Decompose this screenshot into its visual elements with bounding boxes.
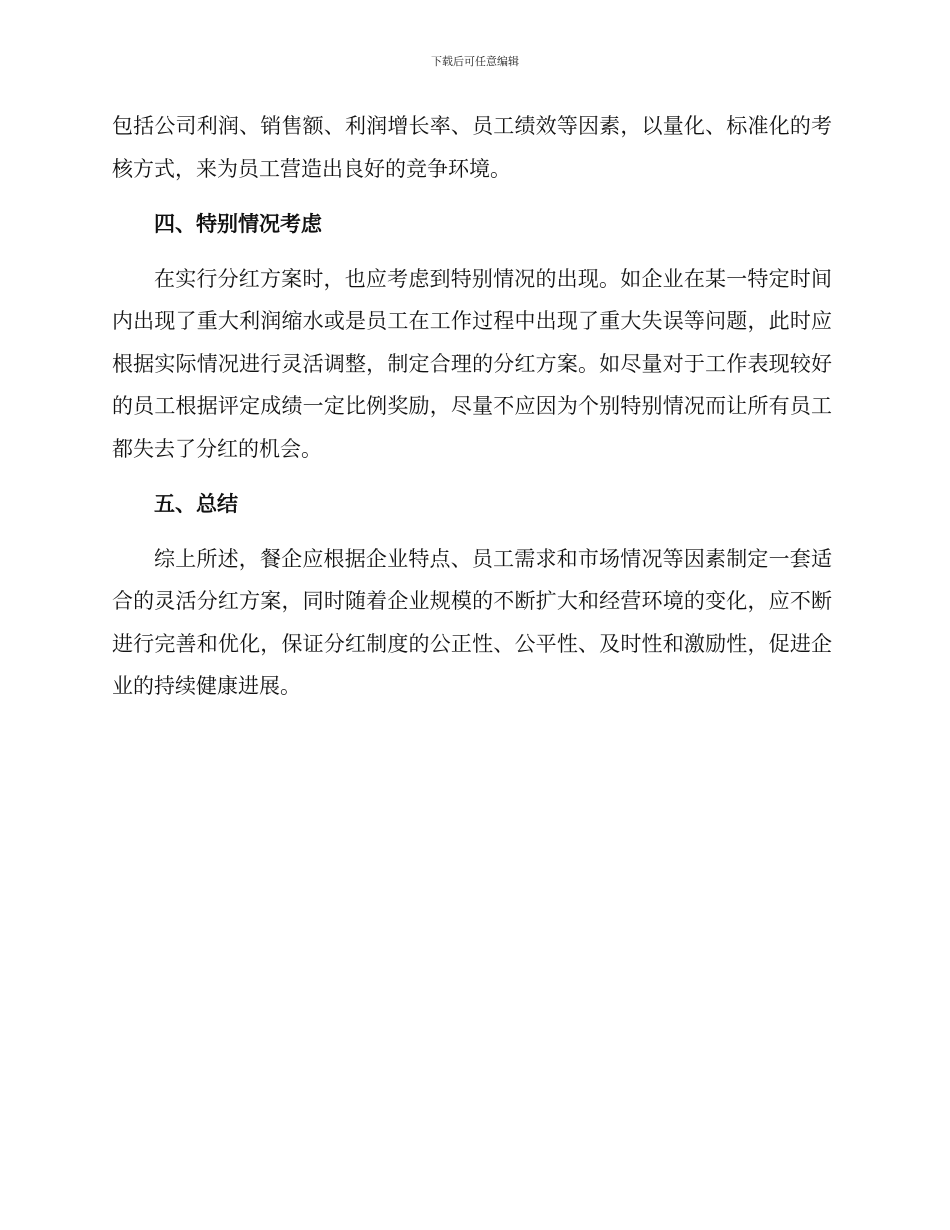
section-5-paragraph: 综上所述，餐企应根据企业特点、员工需求和市场情况等因素制定一套适合的灵活分红方案，同时随着企业规模的不断扩大和经营环境的变化，应不断进行完善和优化，保证分红制度的公正性、公平性、及时性和激励性，促进企业的持续健康进展。 xyxy=(112,546,832,698)
section-4-paragraph: 在实行分红方案时，也应考虑到特别情况的出现。如企业在某一特定时间内出现了重大利润缩水或是员工在工作过程中出现了重大失误等问题，此时应根据实际情况进行灵活调整，制定合理的分红方案。如尽量对于工作表现较好的员工根据评定成绩一定比例奖励，尽量不应因为个别特别情况而让所有员工都失去了分红的机会。 xyxy=(112,266,832,461)
section-4-block xyxy=(112,203,832,470)
page-header-note: 下载后可任意编辑 xyxy=(431,55,519,68)
intro-paragraph: 包括公司利润、销售额、利润增长率、员工绩效等因素，以量化、标准化的考核方式，来为员工营造出良好的竞争环境。 xyxy=(112,114,832,181)
section-4-heading: 四、特别情况考虑 xyxy=(154,212,322,236)
section-5-block xyxy=(112,483,832,708)
section-5-heading: 五、总结 xyxy=(154,492,238,516)
intro-block xyxy=(112,105,832,190)
